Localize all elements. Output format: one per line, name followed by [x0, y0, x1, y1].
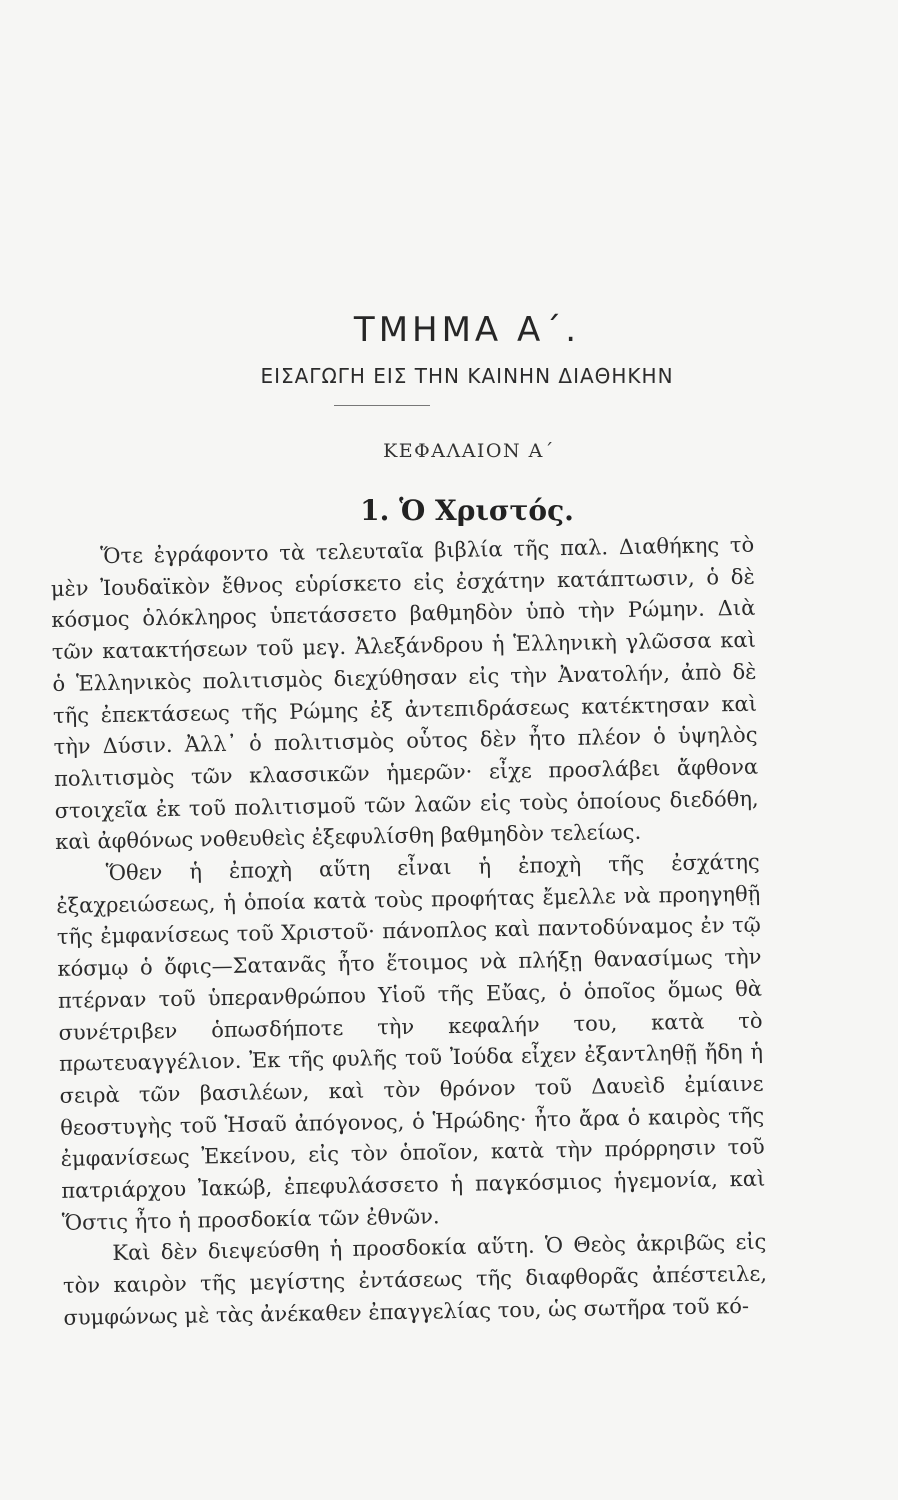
section-heading: 1. Ὁ Χριστός. [360, 494, 574, 527]
section-subtitle: ΕΙΣΑΓΩΓΗ ΕΙΣ ΤΗΝ ΚΑΙΝΗΝ ΔΙΑΘΗΚΗΝ [260, 364, 674, 388]
divider-rule [334, 405, 430, 406]
paragraph-3: Καὶ δὲν διεψεύσθη ἡ προσδοκία αὕτη. Ὁ Θεὸς ἀκριβῶς εἰς τὸν καιρὸν τῆς μεγίστης ἐντάσεως τῆς διαφθορᾶς ἀπέστειλε, συμφώνως μὲ τὰς ἀνέκαθεν ἐπαγγελίας του, ὡς σωτῆρα τοῦ κό- [62, 1230, 768, 1330]
paragraph-2: Ὅθεν ἡ ἐποχὴ αὕτη εἶναι ἡ ἐποχὴ τῆς ἐσχάτης ἐξαχρειώσεως, ἡ ὁποία κατὰ τοὺς προφήτας ἔμελλε νὰ προηγηθῇ τῆς ἐμφανίσεως τοῦ Χριστοῦ· πάνοπλος καὶ παντοδύναμος ἐν τῷ κόσμῳ ὁ ὄφις—Σατανᾶς ἦτο ἕτοιμος νὰ πλήξῃ θανασίμως τὴν πτέρναν τοῦ ὑπερανθρώπου Υἱοῦ τῆς Εὔας, ὁ ὁποῖος ὅμως θὰ συνέτριβεν ὁπωσδήποτε τὴν κεφαλήν του, κατὰ τὸ πρωτευαγγέλιον. Ἐκ τῆς φυλῆς τοῦ Ἰούδα εἶχεν ἐξαντληθῇ ἤδη ἡ σειρὰ τῶν βασιλέων, καὶ τὸν θρόνον τοῦ Δαυεὶδ ἐμίαινε θεοστυγὴς τοῦ Ἡσαῦ ἀπόγονος, ὁ Ἡρώδης· ἦτο ἄρα ὁ καιρὸς τῆς ἐμφανίσεως Ἐκείνου, εἰς τὸν ὁποῖον, κατὰ τὴν πρόρρησιν τοῦ πατριάρχου Ἰακώβ, ἐπεφυλάσσετο ἡ παγκόσμιος ἡγεμονία, καὶ Ὅστις ἦτο ἡ προσδοκία τῶν ἐθνῶν. [56, 849, 766, 1235]
chapter-label: ΚΕΦΑΛΑΙΟΝ Α΄ [383, 440, 555, 462]
body-text [50, 530, 768, 1335]
paragraph-1: Ὅτε ἐγράφοντο τὰ τελευταῖα βιβλία τῆς παλ. Διαθήκης τὸ μὲν Ἰουδαϊκὸν ἔθνος εὑρίσκετο εἰς ἐσχάτην κατάπτωσιν, ὁ δὲ κόσμος ὁλόκληρος ὑπετάσσετο βαθμηδὸν ὑπὸ τὴν Ρώμην. Διὰ τῶν κατακτήσεων τοῦ μεγ. Ἀλεξάνδρου ἡ Ἑλληνικὴ γλῶσσα καὶ ὁ Ἑλληνικὸς πολιτισμὸς διεχύθησαν εἰς τὴν Ἀνατολήν, ἀπὸ δὲ τῆς ἐπεκτάσεως τῆς Ρώμης ἐξ ἀντεπιδράσεως κατέκτησαν καὶ τὴν Δύσιν. Ἀλλ᾽ ὁ πολιτισμὸς οὗτος δὲν ἦτο πλέον ὁ ὑψηλὸς πολιτισμὸς τῶν κλασσικῶν ἡμερῶν· εἶχε προσλάβει ἄφθονα στοιχεῖα ἐκ τοῦ πολιτισμοῦ τῶν λαῶν εἰς τοὺς ὁποίους διεδόθη, καὶ ἀφθόνως νοθευθεὶς ἐξεφυλίσθη βαθμηδὸν τελείως. [50, 532, 759, 855]
section-title: ΤΜΗΜΑ Α΄. [353, 310, 581, 350]
